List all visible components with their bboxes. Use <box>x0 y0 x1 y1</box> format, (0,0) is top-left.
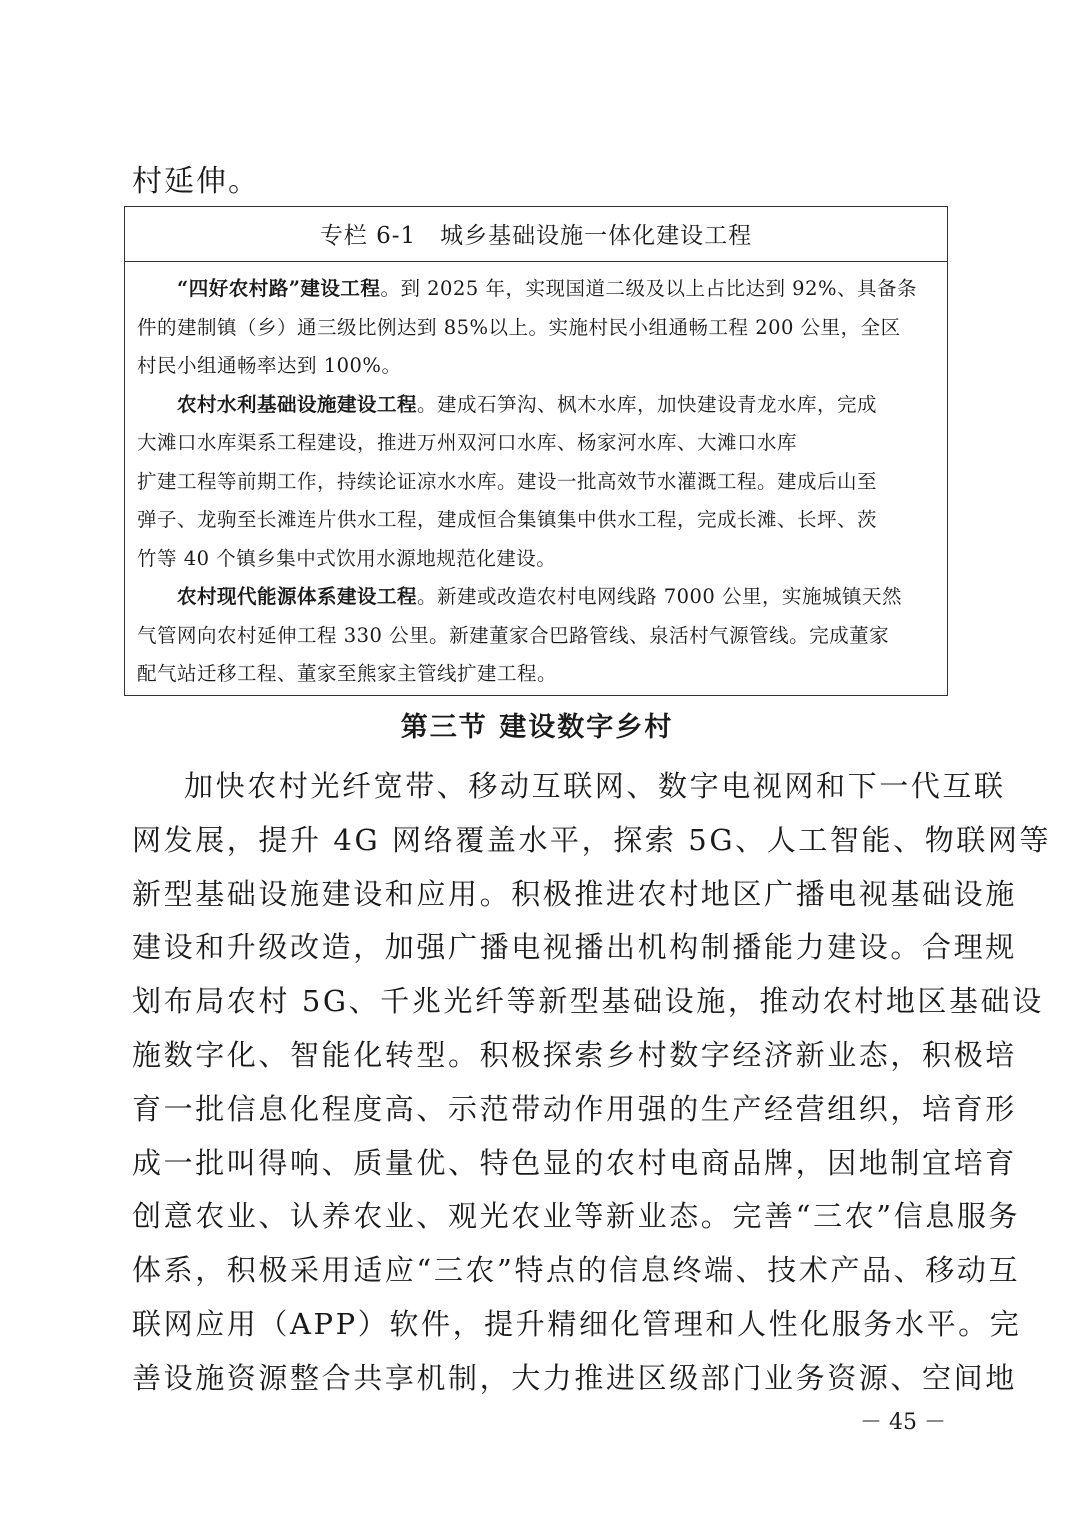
column-line: 大滩口水库渠系工程建设，推进万州双河口水库、杨家河水库、大滩口水库 <box>137 431 798 454</box>
body-line: 施数字化、智能化转型。积极探索乡村数字经济新业态，积极培 <box>132 1037 1017 1072</box>
column-line <box>137 270 937 309</box>
body-line: 划布局农村 5G、千兆光纤等新型基础设施，推动农村地区基础设 <box>132 984 1044 1019</box>
page-number: － 45 － <box>860 1410 946 1435</box>
column-line: 弹子、龙驹至长滩连片供水工程，建成恒合集镇集中供水工程，完成长滩、长坪、茨 <box>137 508 878 531</box>
body-line: 联网应用（APP）软件，提升精细化管理和人性化服务水平。完 <box>132 1306 1022 1341</box>
column-title: 专栏 6-1 城乡基础设施一体化建设工程 <box>125 207 947 262</box>
column-line: 件的建制镇（乡）通三级比例达到 85%以上。实施村民小组通畅工程 200 公里，全区 <box>137 315 901 339</box>
column-line: 竹等 40 个镇乡集中式饮用水源地规范化建设。 <box>137 546 557 570</box>
body-line: 加快农村光纤宽带、移动互联网、数字电视网和下一代互联 <box>184 769 1006 803</box>
column-line <box>137 578 937 617</box>
body-line: 新型基础设施建设和应用。积极推进农村地区广播电视基础设施 <box>132 876 1017 911</box>
body-line: 体系，积极采用适应“三农”特点的信息终端、技术产品、移动互 <box>132 1253 1021 1288</box>
body-line: 善设施资源整合共享机制，大力推进区级部门业务资源、空间地 <box>132 1360 1017 1395</box>
body-line: 育一批信息化程度高、示范带动作用强的生产经营组织，培育形 <box>132 1091 1017 1126</box>
section-title: 第三节 建设数字乡村 <box>400 712 674 743</box>
body-line: 建设和升级改造，加强广播电视播出机构制播能力建设。合理规 <box>132 930 1017 965</box>
column-body <box>125 262 947 694</box>
item-text: 。建成石笋沟、枫木水库，加快建设青龙水库，完成 <box>417 392 878 416</box>
body-line: 创意农业、认养农业、观光农业等新业态。完善“三农”信息服务 <box>132 1199 1021 1234</box>
column-line: 气管网向农村延伸工程 330 公里。新建董家合巴路管线、泉活村气源管线。完成董家 <box>137 623 890 647</box>
column-line: 村民小组通畅率达到 100%。 <box>137 354 402 377</box>
item-text: 。新建或改造农村电网线路 7000 公里，实施城镇天然 <box>417 585 903 608</box>
column-line: 配气站迁移工程、董家至熊家主管线扩建工程。 <box>137 662 558 685</box>
item-heading: “四好农村路”建设工程 <box>177 277 381 300</box>
body-line: 成一批叫得响、质量优、特色显的农村电商品牌，因地制宜培育 <box>132 1145 1017 1180</box>
column-line: 扩建工程等前期工作，持续论证凉水水库。建设一批高效节水灌溉工程。建成后山至 <box>137 469 878 493</box>
column-box <box>124 206 948 696</box>
item-text: 。到 2025 年，实现国道二级及以上占比达到 92%、具备条 <box>380 277 918 300</box>
lead-text: 村延伸。 <box>132 164 260 199</box>
item-heading: 农村现代能源体系建设工程 <box>177 585 418 608</box>
column-line <box>137 386 937 425</box>
item-heading: 农村水利基础设施建设工程 <box>177 392 418 416</box>
body-line: 网发展，提升 4G 网络覆盖水平，探索 5G、人工智能、物联网等 <box>132 822 1052 857</box>
body-paragraph <box>132 760 1052 1406</box>
